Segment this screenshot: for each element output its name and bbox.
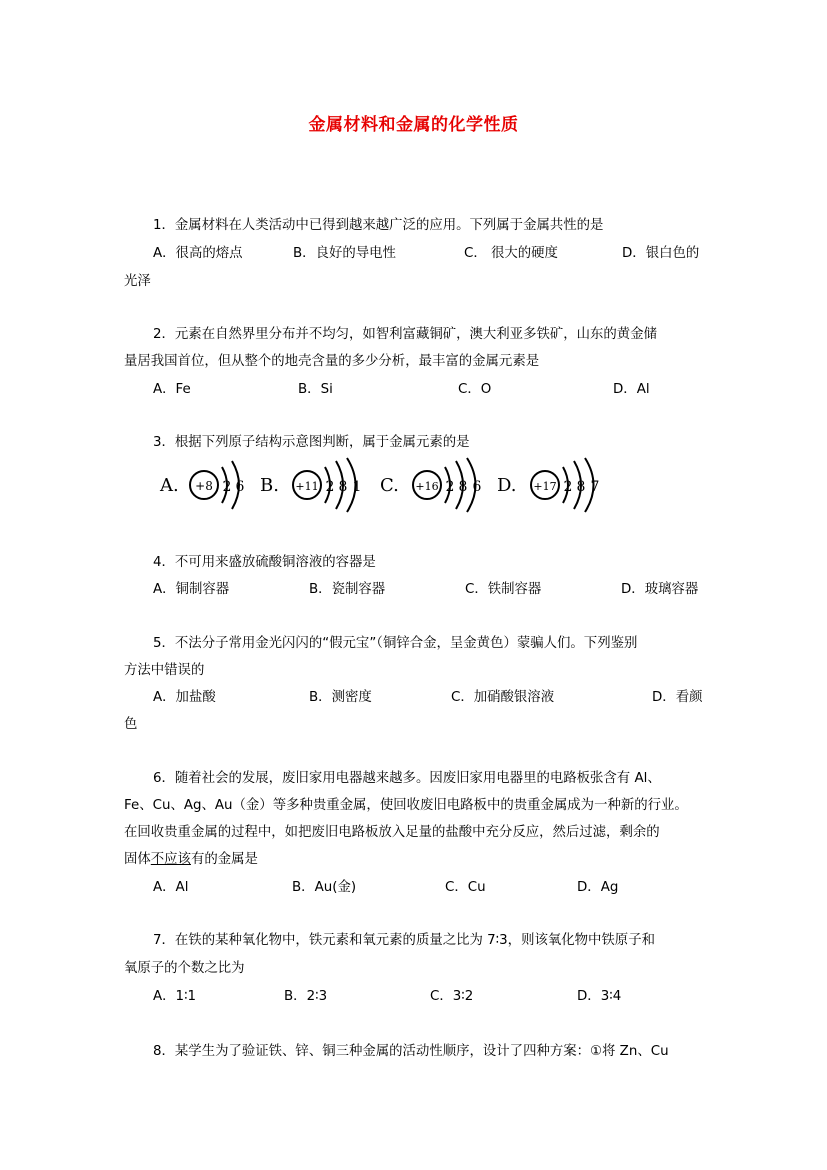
question-5-option-d-continued: 色	[124, 717, 138, 732]
question-6-option-a: A．Al	[153, 880, 189, 895]
question-5-stem-line-2: 方法中错误的	[124, 663, 205, 678]
diagram-c-label: C.	[380, 475, 399, 496]
question-7-option-b: B．2∶3	[284, 989, 328, 1004]
question-4-option-a: A．铜制容器	[153, 582, 230, 597]
question-6-option-b: B．Au(金)	[292, 880, 357, 895]
question-5-option-d: D．看颜	[652, 690, 703, 705]
diagram-d-label: D.	[497, 475, 517, 496]
question-2-stem-line-1: 2．元素在自然界里分布并不均匀，如智利富藏铜矿，澳大利亚多铁矿，山东的黄金储	[153, 327, 657, 342]
diagram-b-label: B.	[260, 475, 279, 496]
question-4-option-c: C．铁制容器	[465, 582, 542, 597]
question-3-stem: 3．根据下列原子结构示意图判断，属于金属元素的是	[153, 435, 470, 450]
question-6-stem-underlined: 不应该	[150, 852, 191, 867]
question-8-stem-line-1: 8．某学生为了验证铁、锌、铜三种金属的活动性顺序，设计了四种方案：①将 Zn、Cu	[153, 1044, 669, 1059]
question-7-option-a: A．1∶1	[153, 989, 197, 1004]
question-4-option-d: D．玻璃容器	[621, 582, 699, 597]
question-4-stem: 4．不可用来盛放硫酸铜溶液的容器是	[153, 555, 376, 570]
diagram-c-nucleus-charge: +16	[415, 480, 439, 493]
diagram-d-nucleus-charge: +17	[533, 480, 557, 493]
diagram-d-shell-2-electrons: 8	[576, 479, 586, 495]
question-6-option-c: C．Cu	[445, 880, 486, 895]
diagram-c-shell-1-electrons: 2	[445, 479, 455, 495]
question-1-option-a: A．很高的熔点	[153, 246, 243, 261]
diagram-c-shell-2-electrons: 8	[458, 479, 468, 495]
question-5-option-a: A．加盐酸	[153, 690, 216, 705]
question-2-option-d: D．Al	[613, 382, 650, 397]
question-5-stem-line-1: 5．不法分子常用金光闪闪的“假元宝”（铜锌合金，呈金黄色）蒙骗人们。下列鉴别	[153, 636, 638, 651]
atom-diagram-c	[380, 458, 482, 512]
diagram-d-shell-1-electrons: 2	[563, 479, 573, 495]
page-title: 金属材料和金属的化学性质	[308, 115, 519, 135]
question-6-stem-line-3: 在回收贵重金属的过程中，如把废旧电路板放入足量的盐酸中充分反应，然后过滤，剩余的	[124, 825, 660, 840]
question-2-option-c: C．O	[458, 382, 492, 397]
question-6-stem-line-4	[124, 848, 258, 867]
atom-diagram-a	[159, 461, 245, 509]
diagram-b-nucleus-charge: +11	[295, 480, 319, 493]
diagram-a-shell-1-electrons: 2	[222, 479, 232, 495]
diagram-d-shell-3-electrons: 7	[590, 479, 600, 495]
question-6-option-d: D．Ag	[577, 880, 619, 895]
question-1-option-c: C． 很大的硬度	[464, 246, 558, 261]
question-7-stem-line-2: 氧原子的个数之比为	[124, 961, 245, 976]
question-2-option-b: B．Si	[298, 382, 333, 397]
question-6-stem-line-1: 6．随着社会的发展，废旧家用电器越来越多。因废旧家用电器里的电路板张含有 Al、	[153, 771, 661, 786]
diagram-b-shell-1-electrons: 2	[325, 479, 335, 495]
diagram-b-shell-3-electrons: 1	[352, 479, 362, 495]
question-1-option-d: D．银白色的	[622, 246, 700, 261]
diagram-a-shell-2-electrons: 6	[235, 479, 245, 495]
diagram-b-shell-2-electrons: 8	[338, 479, 348, 495]
atom-diagram-d	[497, 458, 599, 512]
question-1-stem: 1．金属材料在人类活动中已得到越来越广泛的应用。下列属于金属共性的是	[153, 218, 604, 233]
atom-diagram-b	[260, 458, 361, 512]
question-5-option-b: B．测密度	[309, 690, 372, 705]
question-1-option-d-continued: 光泽	[124, 274, 151, 289]
question-2-option-a: A．Fe	[153, 382, 191, 397]
question-1-option-b: B．良好的导电性	[293, 246, 396, 261]
question-7-stem-line-1: 7．在铁的某种氧化物中，铁元素和氧元素的质量之比为 7∶3，则该氧化物中铁原子和	[153, 933, 655, 948]
question-2-stem-line-2: 量居我国首位，但从整个的地壳含量的多少分析，最丰富的金属元素是	[124, 354, 540, 369]
question-7-option-c: C．3∶2	[430, 989, 474, 1004]
question-5-option-c: C．加硝酸银溶液	[451, 690, 555, 705]
atomic-structure-diagrams	[152, 455, 612, 515]
question-7-option-d: D．3∶4	[577, 989, 622, 1004]
diagram-a-label: A.	[160, 475, 179, 496]
question-4-option-b: B．瓷制容器	[309, 582, 386, 597]
question-6-stem-text-before: 固体	[124, 852, 151, 867]
question-6-stem-text-after: 有的金属是	[190, 852, 258, 867]
diagram-c-shell-3-electrons: 6	[472, 479, 482, 495]
diagram-a-nucleus-charge: +8	[195, 479, 213, 493]
question-6-stem-line-2: Fe、Cu、Ag、Au（金）等多种贵重金属，使回收废旧电路板中的贵重金属成为一种新的行业。	[124, 798, 688, 813]
